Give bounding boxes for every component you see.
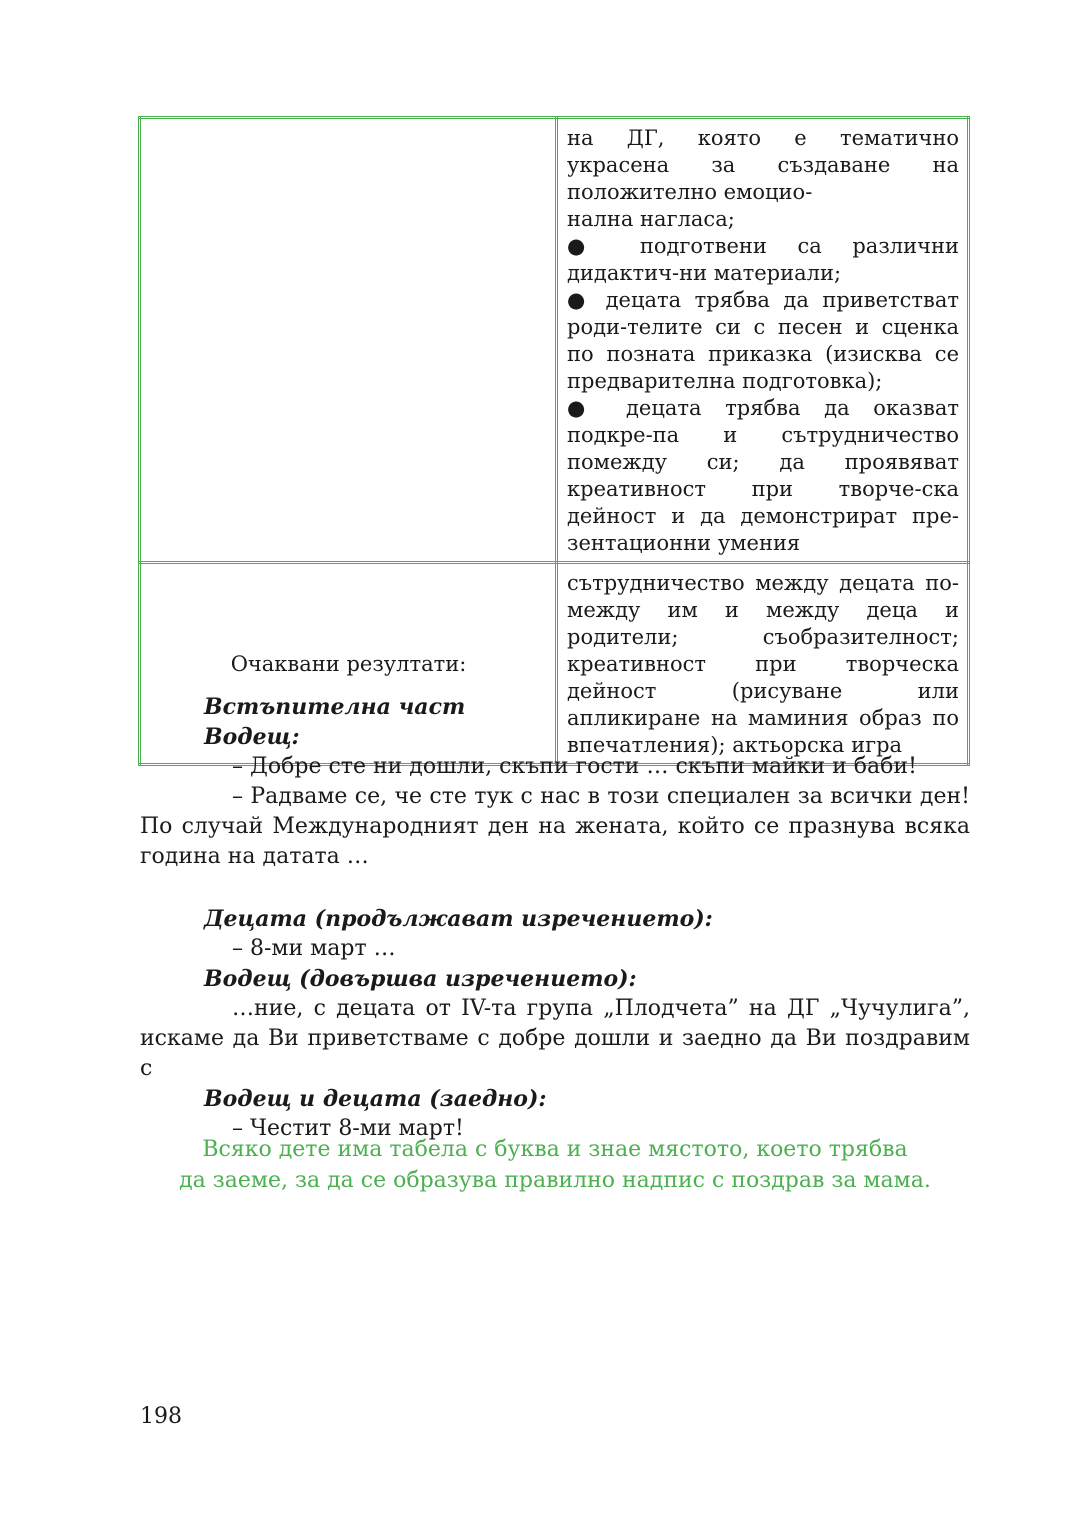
plan-table [138,116,970,766]
stage-note-line: да заеме, за да се образува правилно надпис с поздрав за мама. [179,1168,931,1193]
table-cell-line: на ДГ, която е тематично украсена за създаване на положително емоцио- [567,126,959,204]
host-finish-first-line: …ние, с децата от IV-та група „Плодчета” на ДГ „Чучулига”, [232,996,970,1021]
children-label: Децата (продължават изречението): [204,906,713,932]
host-finish-paragraph [140,994,970,1084]
table-cell-line: ● подготвени са различни дидактич-ни материали; [567,234,959,285]
table-cell-line: ● децата трябва да приветстват роди-телите си с песен и сценка по позната приказка (изисква се предварителна подготовка); [567,288,959,393]
host-line: – Добре сте ни дошли, скъпи гости … скъпи майки и баби! [232,754,917,779]
stage-note-line: Всяко дете има табела с буква и знае мястото, което трябва [202,1137,908,1162]
table-cell-line: нална нагласа; [567,207,735,231]
table-row [140,118,969,563]
expected-results-value: сътрудничество между децата по-между им и между деца и родители; съобразителност; креативност при творческа дейност (рисуване или апликиране на маминия образ по впечатления); актьорска игра [557,563,969,765]
host-finish-label: Водещ (довършва изречението): [204,966,637,992]
host-paragraph [140,782,970,872]
host-paragraph-first-line: – Радваме се, че сте тук с нас в този специален за всички ден! [232,784,970,809]
section-title: Встъпителна част [204,694,466,720]
together-line: – Честит 8-ми март! [232,1116,464,1141]
host-label: Водещ: [204,724,300,750]
host-paragraph-rest: По случай Международният ден на жената, който се празнува всяка година на датата … [140,814,970,869]
children-line: – 8-ми март … [232,936,396,961]
page-number: 198 [140,1404,182,1429]
table-cell-left [140,118,557,563]
stage-note [140,1134,970,1196]
table-cell-line: ● децата трябва да оказват подкре-па и сътрудничество помежду си; да проявяват креативност при творче-ска дейност и да демонстрират пре-зентационни умения [567,396,959,555]
script-content [140,692,970,1144]
table-cell-right [557,118,969,563]
host-finish-rest: искаме да Ви приветстваме с добре дошли и заедно да Ви поздравим с [140,1026,970,1081]
together-label: Водещ и децата (заедно): [204,1086,547,1112]
expected-results-label: Очаквани резултати: [140,563,557,765]
